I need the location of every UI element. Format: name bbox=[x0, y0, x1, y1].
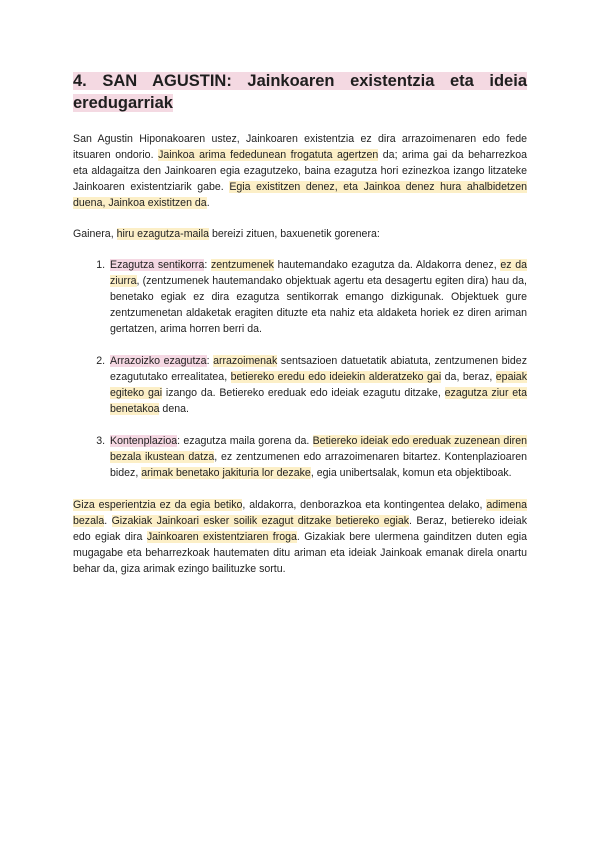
level-text: izango da. Betiereko ereduak edo ideiak ezagutu ditzake, bbox=[162, 387, 445, 399]
list-item-rational-knowledge bbox=[108, 353, 527, 417]
list-item-sensible-knowledge bbox=[108, 257, 527, 337]
conclusion-highlight-4: Jainkoaren existentziaren froga bbox=[146, 531, 297, 543]
level-text: dena. bbox=[159, 403, 189, 415]
conclusion-text-1: , aldakorra, denborazkoa eta kontingentea delako, bbox=[242, 499, 487, 511]
section-heading-text: 4. SAN AGUSTIN: Jainkoaren existentzia eta ideia eredugarriak bbox=[73, 72, 527, 112]
level-title: Kontenplazioa bbox=[110, 435, 178, 447]
levels-intro-text-2: bereizi zituen, baxuenetik gorenera: bbox=[209, 228, 380, 240]
level-highlight: epaiak egiteko gai bbox=[110, 371, 527, 399]
conclusion-text-2: . bbox=[104, 515, 112, 527]
level-title: Ezagutza sentikorra bbox=[110, 259, 205, 271]
conclusion-highlight-2: adimena bezala bbox=[73, 499, 527, 527]
level-text: sentsazioen datuetatik abiatuta, zentzumenen bidez ezagututako errealitatea, bbox=[110, 355, 527, 383]
conclusion-highlight-1: Giza esperientzia ez da egia betiko bbox=[73, 499, 243, 511]
level-text: hautemandako ezagutza da. Aldakorra denez, bbox=[273, 259, 501, 271]
level-highlight: arrazoimenak bbox=[213, 355, 278, 367]
level-highlight: ez da ziurra bbox=[110, 259, 527, 287]
intro-text-3: . bbox=[206, 197, 210, 209]
level-highlight: ezagutza ziur eta benetakoa bbox=[110, 387, 527, 415]
document-page bbox=[73, 70, 527, 577]
level-highlight: zentzumenek bbox=[210, 259, 274, 271]
intro-paragraph bbox=[73, 131, 527, 211]
level-title: Arrazoizko ezagutza bbox=[110, 355, 207, 367]
level-text: , egia unibertsalak, komun eta objektiboak. bbox=[310, 467, 512, 479]
list-item-contemplation bbox=[108, 433, 527, 481]
knowledge-levels-list bbox=[73, 257, 527, 481]
level-text: da, beraz, bbox=[441, 371, 496, 383]
level-highlight: Betiereko ideiak edo ereduak zuzenean diren bezala ikustean datza bbox=[110, 435, 527, 463]
level-text: : bbox=[204, 259, 211, 271]
level-text: : bbox=[206, 355, 214, 367]
intro-text-2: da; arima gai da beharrezkoa eta aldagaitza den Jainkoaren egia ezagutzeko, baina ezagutza hori ezinezkoa izango litzateke Jainkoaren existentziarik gabe. bbox=[73, 149, 527, 193]
levels-intro-paragraph bbox=[73, 226, 527, 242]
conclusion-highlight-3: Gizakiak Jainkoari esker soilik ezagut ditzake betiereko egiak bbox=[111, 515, 410, 527]
level-highlight: arimak benetako jakituria lor dezake bbox=[141, 467, 311, 479]
level-highlight: betiereko eredu edo ideiekin alderatzeko gai bbox=[230, 371, 442, 383]
intro-text-1: San Agustin Hiponakoaren ustez, Jainkoaren existentzia ez dira arrazoimenaren edo fede itsuaren ondorio. bbox=[73, 133, 527, 161]
intro-highlight-1: Jainkoa arima fededunean frogatuta agertzen bbox=[158, 149, 379, 161]
conclusion-text-3: . Beraz, betiereko ideiak edo egiak dira bbox=[73, 515, 527, 543]
level-text: : ezagutza maila gorena da. bbox=[177, 435, 313, 447]
levels-intro-highlight: hiru ezagutza-maila bbox=[116, 228, 210, 240]
level-text: , (zentzumenek hautemandako objektuak agertu eta desagertu egiten dira) hau da, benetako egiak ez dira ezagutza sentikorrak emango dizkigunak. Objektuek gure zentzumenetan aldaketak eragiten dituzte eta nahiz eta aldaketa horiek ez diren ariman gertatzen, arima horren berri da. bbox=[110, 275, 527, 335]
intro-highlight-2: Egia existitzen denez, eta Jainkoa denez hura ahalbidetzen duena, Jainkoa existitzen da bbox=[73, 181, 527, 209]
levels-intro-text-1: Gainera, bbox=[73, 228, 117, 240]
conclusion-text-4: . Gizakiak bere ulermena gainditzen duten egia mugagabe eta beharrezkoak hautematen ditu ariman eta ideiak Jainkoak emanak direla onartu behar da, giza arimak ezingo bailituzke sortu. bbox=[73, 531, 527, 575]
level-text: , ez zentzumenen edo arrazoimenaren bitartez. Kontenplazioaren bidez, bbox=[110, 451, 528, 479]
section-heading bbox=[73, 70, 527, 114]
conclusion-paragraph bbox=[73, 497, 527, 577]
